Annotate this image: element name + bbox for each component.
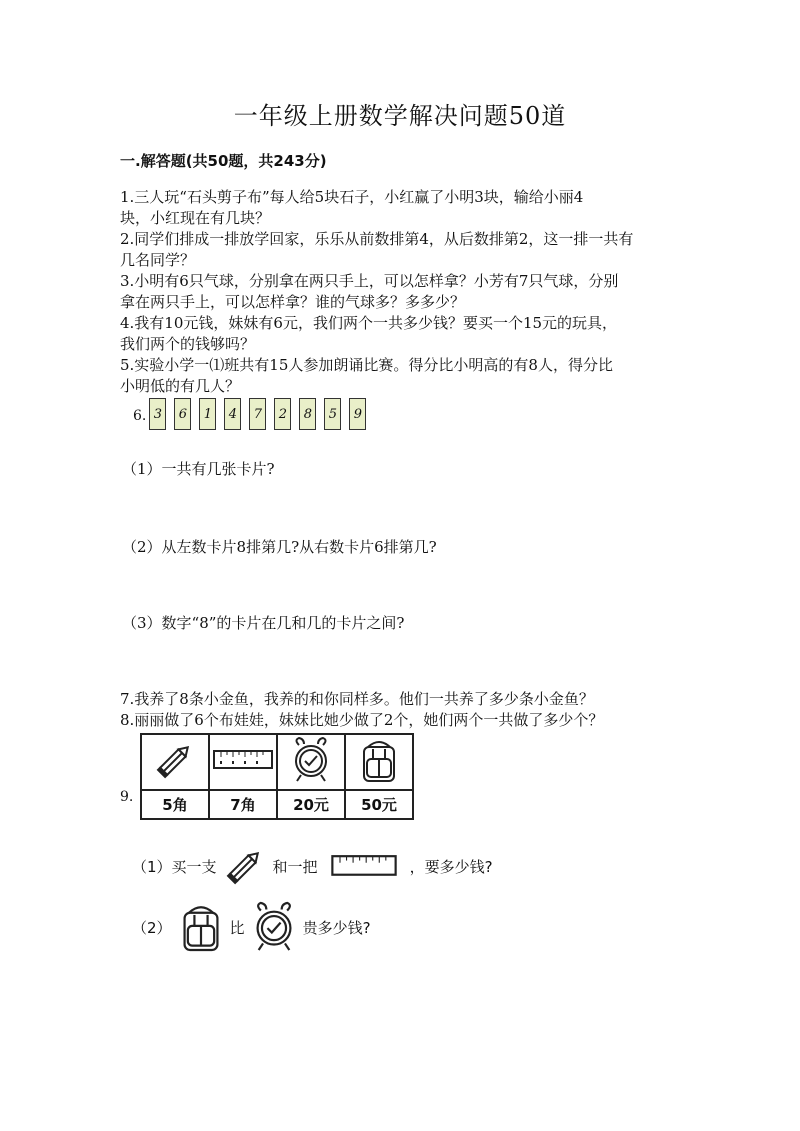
price-pencil: 5角	[141, 790, 209, 819]
number-card: 6	[174, 398, 191, 430]
question-4-line-1: 4.我有10元钱，妹妹有6元，我们两个一共多少钱？要买一个15元的玩具，	[120, 314, 618, 332]
question-5-line-1: 5.实验小学一⑴班共有15人参加朗诵比赛。得分比小明高的有8人，得分比	[120, 356, 613, 374]
question-4	[120, 313, 617, 355]
price-alarm-clock: 20元	[277, 790, 345, 819]
question-6-sub-3: （3）数字“8”的卡片在几和几的卡片之间?	[122, 614, 405, 632]
question-3	[120, 271, 618, 313]
price-cell-alarm-clock	[277, 734, 345, 790]
ruler-icon	[213, 749, 273, 771]
page-title: 一年级上册数学解决问题50道	[233, 102, 567, 130]
question-1-line-1: 1.三人玩“石头剪子布”每人给5块石子，小红赢了小明3块，输给小丽4	[120, 188, 584, 206]
question-7: 7.我养了8条小金鱼，我养的和你同样多。他们一共养了多少条小金鱼？	[120, 690, 594, 708]
price-cell-backpack	[345, 734, 413, 790]
question-1	[120, 187, 583, 229]
number-card: 1	[199, 398, 216, 430]
backpack-icon	[358, 737, 400, 783]
q9-sub2-prefix: （2）	[132, 918, 172, 937]
number-card: 2	[274, 398, 291, 430]
pencil-icon	[223, 846, 267, 886]
question-9-sub-1	[132, 846, 499, 886]
question-2-line-2: 几名同学？	[120, 251, 196, 269]
question-1-line-2: 块，小红现在有几块？	[120, 209, 271, 227]
number-card: 9	[349, 398, 366, 430]
number-card: 7	[249, 398, 266, 430]
question-6-sub-1: （1）一共有几张卡片?	[122, 460, 275, 478]
price-cell-ruler	[209, 734, 277, 790]
question-6-label: 6.	[133, 408, 147, 424]
number-card: 5	[324, 398, 341, 430]
q9-sub1-prefix: （1）买一支	[132, 857, 217, 876]
question-2	[120, 229, 633, 271]
price-table	[140, 733, 414, 820]
question-9-sub-2	[132, 898, 377, 956]
number-card: 4	[224, 398, 241, 430]
q9-sub2-mid: 比	[229, 918, 245, 937]
question-5	[120, 355, 613, 397]
alarm-clock-icon	[251, 899, 297, 955]
question-3-line-1: 3.小明有6只气球，分别拿在两只手上，可以怎样拿？小芳有7只气球，分别	[120, 272, 619, 290]
price-backpack: 50元	[345, 790, 413, 819]
number-card: 8	[299, 398, 316, 430]
q9-sub1-suffix: ，要多少钱?	[409, 857, 493, 876]
question-8: 8.丽丽做了6个布娃娃，妹妹比她少做了2个，她们两个一共做了多少个？	[120, 711, 604, 729]
section-heading: 一.解答题(共50题，共243分)	[120, 152, 327, 170]
question-3-line-2: 拿在两只手上，可以怎样拿？谁的气球多？多多少？	[120, 293, 466, 311]
q9-sub2-suffix: 贵多少钱?	[302, 918, 371, 937]
ruler-icon	[324, 854, 404, 878]
question-9-label: 9.	[120, 789, 134, 805]
question-6-sub-2: （2）从左数卡片8排第几?从右数卡片6排第几?	[122, 538, 437, 556]
price-cell-pencil	[141, 734, 209, 790]
question-5-line-2: 小明低的有几人？	[120, 377, 241, 395]
question-4-line-2: 我们两个的钱够吗？	[120, 335, 256, 353]
backpack-icon	[178, 898, 224, 956]
pencil-icon	[155, 740, 195, 780]
question-2-line-1: 2.同学们排成一排放学回家，乐乐从前数排第4，从后数排第2，这一排一共有	[120, 230, 634, 248]
q9-sub1-mid: 和一把	[272, 857, 318, 876]
number-card: 3	[149, 398, 166, 430]
alarm-clock-icon	[290, 737, 332, 783]
number-cards	[133, 398, 374, 430]
price-ruler: 7角	[209, 790, 277, 819]
